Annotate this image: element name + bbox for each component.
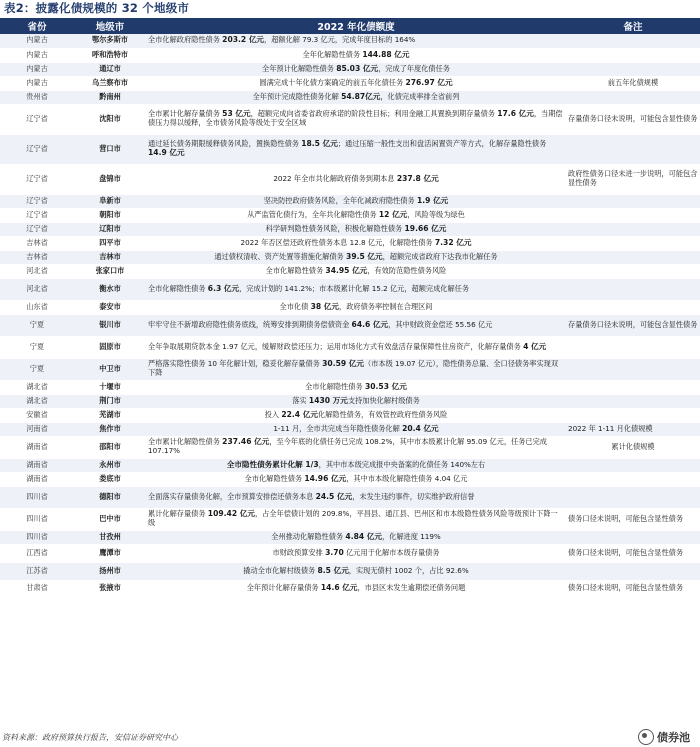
scale-text: 累计化解存量债务 bbox=[148, 509, 208, 519]
scale-text: ，超额完成向省委省政府承诺的阶段性目标；利用金融工具置换到期存量债务 bbox=[250, 109, 498, 119]
watermark bbox=[636, 729, 692, 745]
cell-city: 固原市 bbox=[74, 336, 146, 358]
cell-note bbox=[566, 562, 700, 580]
table-row bbox=[0, 194, 700, 208]
scale-text: 科学研判隐性债务风险，积极化解隐性债务 bbox=[265, 223, 405, 233]
table-row bbox=[0, 358, 700, 380]
debt-amount: 39.5 亿元 bbox=[346, 251, 383, 261]
scale-text: 全市化解隐性债务 bbox=[244, 473, 305, 483]
cell-debt-scale bbox=[146, 164, 566, 194]
cell-province: 内蒙古 bbox=[0, 76, 74, 90]
cell-province: 吉林省 bbox=[0, 250, 74, 264]
cell-city: 通辽市 bbox=[74, 62, 146, 76]
cell-city: 张家口市 bbox=[74, 264, 146, 278]
cell-note bbox=[566, 48, 700, 62]
scale-text: 全市累计化解存量债务 bbox=[148, 109, 223, 119]
cell-debt-scale bbox=[146, 314, 566, 336]
table-row bbox=[0, 314, 700, 336]
table-row bbox=[0, 236, 700, 250]
debt-amount: 全市隐性债务累计化解 1/3 bbox=[226, 459, 319, 469]
debt-amount: 34.95 亿元 bbox=[325, 265, 368, 275]
scale-text: ，化债完成率排全省前列 bbox=[380, 91, 460, 101]
table-row bbox=[0, 164, 700, 194]
cell-province: 宁夏 bbox=[0, 336, 74, 358]
watermark-text: 债券池 bbox=[657, 731, 690, 744]
cell-province: 河南省 bbox=[0, 422, 74, 436]
scale-text: ，超额完成省政府下达我市化解任务 bbox=[382, 251, 498, 261]
table-row bbox=[0, 436, 700, 458]
cell-debt-scale bbox=[146, 580, 566, 596]
cell-province: 内蒙古 bbox=[0, 34, 74, 48]
scale-text: ，完成了年度化债任务 bbox=[378, 63, 450, 73]
cell-note: 存量债务口径未说明，可能包含显性债务 bbox=[566, 104, 700, 134]
cell-debt-scale bbox=[146, 264, 566, 278]
table-row bbox=[0, 90, 700, 104]
scale-text: 全市化解隐性债务 bbox=[148, 283, 208, 293]
scale-text: 落实 bbox=[292, 395, 309, 405]
cell-province: 湖北省 bbox=[0, 394, 74, 408]
header-province: 省份 bbox=[0, 18, 74, 34]
debt-amount: 276.97 亿元 bbox=[405, 77, 453, 87]
cell-debt-scale bbox=[146, 236, 566, 250]
cell-city: 永州市 bbox=[74, 458, 146, 472]
cell-note: 债务口径未说明，可能包含显性债务 bbox=[566, 580, 700, 596]
cell-province: 四川省 bbox=[0, 530, 74, 544]
scale-text: ，超额化解 79.3 亿元，完成年度目标的 164% bbox=[264, 35, 416, 45]
cell-debt-scale bbox=[146, 530, 566, 544]
cell-debt-scale bbox=[146, 134, 566, 164]
cell-note bbox=[566, 194, 700, 208]
cell-debt-scale bbox=[146, 76, 566, 90]
table-row bbox=[0, 508, 700, 530]
scale-text: 全市化解隐性债务 bbox=[305, 381, 365, 391]
cell-city: 甘孜州 bbox=[74, 530, 146, 544]
cell-province: 湖南省 bbox=[0, 436, 74, 458]
debt-amount: 18.5 亿元 bbox=[301, 139, 338, 149]
cell-debt-scale bbox=[146, 380, 566, 394]
cell-city: 阜新市 bbox=[74, 194, 146, 208]
scale-text: 全市化解隐性债务 bbox=[265, 265, 326, 275]
cell-debt-scale bbox=[146, 472, 566, 486]
debt-amount: 203.2 亿元 bbox=[222, 35, 265, 45]
cell-city: 四平市 bbox=[74, 236, 146, 250]
cell-province: 河北省 bbox=[0, 264, 74, 278]
cell-debt-scale bbox=[146, 562, 566, 580]
scale-text: 全市化解政府隐性债务 bbox=[148, 35, 223, 45]
debt-amount: 237.8 亿元 bbox=[396, 173, 439, 183]
table-row bbox=[0, 208, 700, 222]
cell-debt-scale bbox=[146, 486, 566, 508]
cell-note bbox=[566, 458, 700, 472]
cell-city: 盘锦市 bbox=[74, 164, 146, 194]
scale-text: 通过债权清收、资产处置等措施化解债务 bbox=[214, 251, 347, 261]
table-body bbox=[0, 34, 700, 596]
debt-amount: 19.66 亿元 bbox=[404, 223, 447, 233]
debt-amount: 237.46 亿元 bbox=[222, 437, 270, 447]
cell-province: 宁夏 bbox=[0, 358, 74, 380]
debt-amount: 7.32 亿元 bbox=[434, 237, 472, 247]
table-row bbox=[0, 250, 700, 264]
cell-note bbox=[566, 222, 700, 236]
debt-table bbox=[0, 18, 700, 597]
scale-text: ，实现无债村 1002 个，占比 92.6% bbox=[348, 565, 469, 575]
cell-note bbox=[566, 34, 700, 48]
table-row bbox=[0, 472, 700, 486]
debt-amount: 24.5 亿元 bbox=[315, 491, 353, 501]
scale-text: 全年化解隐性债务 bbox=[302, 49, 363, 59]
cell-note bbox=[566, 336, 700, 358]
cell-debt-scale bbox=[146, 422, 566, 436]
scale-text: 1-11 月，全市共完成当年隐性债务化解 bbox=[273, 423, 403, 433]
cell-province: 辽宁省 bbox=[0, 164, 74, 194]
cell-province: 辽宁省 bbox=[0, 208, 74, 222]
table-row bbox=[0, 300, 700, 314]
cell-note bbox=[566, 278, 700, 300]
scale-text: 投入 bbox=[264, 409, 282, 419]
cell-debt-scale bbox=[146, 104, 566, 134]
scale-text: 全年争取展期贷款本金 1.97 亿元，缓解财政偿还压力；运用市场化方式有效盘活存量保障性住房资产，化解存量债务 bbox=[148, 341, 524, 351]
table-row bbox=[0, 76, 700, 90]
scale-text: ，有效防范隐性债务风险 bbox=[367, 265, 447, 275]
scale-text: 支持加快化解村级债务 bbox=[347, 395, 420, 405]
cell-note: 债务口径未说明，可能包含显性债务 bbox=[566, 508, 700, 530]
cell-debt-scale bbox=[146, 278, 566, 300]
cell-city: 张掖市 bbox=[74, 580, 146, 596]
cell-note bbox=[566, 62, 700, 76]
scale-text: 全年预计完成隐性债务化解 bbox=[252, 91, 342, 101]
cell-note bbox=[566, 250, 700, 264]
cell-debt-scale bbox=[146, 544, 566, 562]
cell-note bbox=[566, 530, 700, 544]
cell-province: 甘肃省 bbox=[0, 580, 74, 596]
cell-note: 前五年化债规模 bbox=[566, 76, 700, 90]
cell-city: 巴中市 bbox=[74, 508, 146, 530]
cell-city: 辽阳市 bbox=[74, 222, 146, 236]
table-row bbox=[0, 264, 700, 278]
cell-debt-scale bbox=[146, 408, 566, 422]
cell-province: 湖北省 bbox=[0, 380, 74, 394]
cell-province: 吉林省 bbox=[0, 236, 74, 250]
scale-text: ，占全年偿债计划的 209.8%，平昌县、通江县、巴州区和市本级隐性债务风险等级预计下降一级 bbox=[148, 509, 558, 527]
scale-text: 全州推动化解隐性债务 bbox=[271, 531, 346, 541]
debt-amount: 8.5 亿元 bbox=[317, 565, 349, 575]
cell-city: 扬州市 bbox=[74, 562, 146, 580]
scale-text: 2022 年否区偿还政府性债务本息 12.8 亿元，化解隐性债务 bbox=[240, 237, 435, 247]
cell-note: 累计化债规模 bbox=[566, 436, 700, 458]
scale-text: 亿元用于化解市本级存量债务 bbox=[343, 547, 440, 557]
cell-city: 银川市 bbox=[74, 314, 146, 336]
table-row bbox=[0, 380, 700, 394]
cell-debt-scale bbox=[146, 358, 566, 380]
cell-province: 辽宁省 bbox=[0, 194, 74, 208]
cell-debt-scale bbox=[146, 34, 566, 48]
scale-text: 从严监管化债行为，全年共化解隐性债务 bbox=[247, 209, 379, 219]
debt-amount: 64.6 亿元 bbox=[351, 319, 389, 329]
cell-city: 泰安市 bbox=[74, 300, 146, 314]
cell-city: 黔南州 bbox=[74, 90, 146, 104]
cell-province: 江苏省 bbox=[0, 562, 74, 580]
scale-text: 全市化债 bbox=[279, 301, 311, 311]
debt-amount: 3.70 bbox=[325, 547, 344, 557]
debt-amount: 17.6 亿元 bbox=[497, 109, 534, 119]
cell-province: 辽宁省 bbox=[0, 104, 74, 134]
cell-province: 内蒙古 bbox=[0, 48, 74, 62]
debt-amount: 14.6 亿元 bbox=[320, 582, 358, 592]
table-row bbox=[0, 394, 700, 408]
debt-amount: 14.96 亿元 bbox=[304, 473, 347, 483]
cell-city: 娄底市 bbox=[74, 472, 146, 486]
cell-city: 鄂尔多斯市 bbox=[74, 34, 146, 48]
cell-note bbox=[566, 264, 700, 278]
table-row bbox=[0, 408, 700, 422]
debt-amount: 30.53 亿元 bbox=[364, 381, 407, 391]
cell-note bbox=[566, 486, 700, 508]
scale-text: 圆满完成十年化债方案确定的前五年化债任务 bbox=[259, 77, 406, 87]
scale-text: ，其中市本级完成报中央备案的化债任务 140%左右 bbox=[318, 459, 486, 469]
cell-city: 乌兰察布市 bbox=[74, 76, 146, 90]
scale-text: 通过延长债务期限缓释债务风险，置换隐性债务 bbox=[148, 139, 302, 149]
debt-amount: 38 亿元 bbox=[310, 301, 339, 311]
scale-text: 撬动全市化解村级债务 bbox=[243, 565, 318, 575]
cell-note bbox=[566, 90, 700, 104]
cell-note: 债务口径未说明，可能包含显性债务 bbox=[566, 544, 700, 562]
header-city: 地级市 bbox=[74, 18, 146, 34]
debt-amount: 85.03 亿元 bbox=[336, 63, 379, 73]
scale-text: ，未发生违约事件，切实维护政府信誉 bbox=[352, 491, 475, 501]
debt-amount: 4.84 亿元 bbox=[345, 531, 382, 541]
cell-debt-scale bbox=[146, 250, 566, 264]
cell-city: 德阳市 bbox=[74, 486, 146, 508]
table-row bbox=[0, 278, 700, 300]
cell-province: 四川省 bbox=[0, 508, 74, 530]
cell-note bbox=[566, 236, 700, 250]
table-row bbox=[0, 336, 700, 358]
scale-text: 全市累计化解隐性债务 bbox=[148, 437, 223, 447]
scale-text: 市财政预算安排 bbox=[272, 547, 326, 557]
cell-province: 湖南省 bbox=[0, 458, 74, 472]
cell-debt-scale bbox=[146, 436, 566, 458]
cell-province: 辽宁省 bbox=[0, 134, 74, 164]
debt-amount: 4 亿元 bbox=[523, 341, 547, 351]
debt-amount: 1.9 亿元 bbox=[416, 195, 449, 205]
wechat-icon bbox=[638, 729, 654, 745]
scale-text: ，其中财政资金偿还 55.56 亿元 bbox=[388, 319, 493, 329]
cell-city: 十堰市 bbox=[74, 380, 146, 394]
scale-text: 2022 年全市共化解政府债务到期本息 bbox=[273, 173, 397, 183]
cell-debt-scale bbox=[146, 90, 566, 104]
cell-city: 衡水市 bbox=[74, 278, 146, 300]
cell-debt-scale bbox=[146, 394, 566, 408]
scale-text: ，政府债务率控制在合理区间 bbox=[339, 301, 433, 311]
cell-province: 辽宁省 bbox=[0, 222, 74, 236]
scale-text: ；通过压缩一般性支出和盘活闲置资产等方式，化解存量隐性债务 bbox=[337, 139, 547, 149]
cell-city: 呼和浩特市 bbox=[74, 48, 146, 62]
cell-city: 中卫市 bbox=[74, 358, 146, 380]
debt-amount: 109.42 亿元 bbox=[207, 509, 255, 519]
scale-text: ，市县区未发生逾期偿还债务问题 bbox=[357, 582, 466, 592]
source-note: 资料来源：政府预算执行报告，安信证券研究中心 bbox=[2, 733, 178, 742]
debt-amount: 30.59 亿元 bbox=[322, 359, 364, 369]
cell-city: 鹰潭市 bbox=[74, 544, 146, 562]
cell-debt-scale bbox=[146, 508, 566, 530]
debt-amount: 54.87亿元 bbox=[341, 91, 381, 101]
debt-amount: 20.4 亿元 bbox=[402, 423, 439, 433]
debt-amount: 6.3 亿元 bbox=[207, 283, 240, 293]
cell-province: 江西省 bbox=[0, 544, 74, 562]
table-row bbox=[0, 486, 700, 508]
table-row bbox=[0, 104, 700, 134]
cell-province: 贵州省 bbox=[0, 90, 74, 104]
table-row bbox=[0, 562, 700, 580]
cell-province: 内蒙古 bbox=[0, 62, 74, 76]
cell-note bbox=[566, 208, 700, 222]
cell-debt-scale bbox=[146, 458, 566, 472]
debt-amount: 1430 万元 bbox=[308, 395, 348, 405]
table-row bbox=[0, 134, 700, 164]
cell-city: 荆门市 bbox=[74, 394, 146, 408]
scale-text: 坚决防控政府债务风险，全年化减政府隐性债务 bbox=[263, 195, 417, 205]
scale-text: ，其中市本级化解隐性债务 4.04 亿元 bbox=[346, 473, 468, 483]
scale-text: ，当期偿债压力得以缓释，全市债务风险等级处于安全区域 bbox=[148, 109, 563, 127]
table-row bbox=[0, 530, 700, 544]
header-scale: 2022 年化债额度 bbox=[146, 18, 566, 34]
table-row bbox=[0, 48, 700, 62]
scale-text: ，至今年底的化债任务已完成 108.2%，其中市本级累计化解 95.09 亿元，任务已完成 107.17% bbox=[148, 437, 547, 455]
cell-debt-scale bbox=[146, 208, 566, 222]
table-row bbox=[0, 544, 700, 562]
cell-debt-scale bbox=[146, 222, 566, 236]
cell-note bbox=[566, 358, 700, 380]
cell-note bbox=[566, 408, 700, 422]
debt-amount: 53 亿元 bbox=[222, 109, 251, 119]
cell-note: 政府性债务口径未进一步说明，可能包含显性债务 bbox=[566, 164, 700, 194]
scale-text: 全年预计化解存量债务 bbox=[246, 582, 321, 592]
cell-note bbox=[566, 380, 700, 394]
cell-city: 芜湖市 bbox=[74, 408, 146, 422]
scale-text: 牢牢守住不新增政府隐性债务底线，统筹安排到期债务偿债资金 bbox=[148, 319, 352, 329]
scale-text: （市本级 19.07 亿元），隐性债务总量、全口径债务率实现双下降 bbox=[148, 359, 559, 377]
cell-city: 朝阳市 bbox=[74, 208, 146, 222]
table-row bbox=[0, 422, 700, 436]
scale-text: 全年预计化解隐性债务 bbox=[262, 63, 337, 73]
cell-debt-scale bbox=[146, 48, 566, 62]
table-title: 表2：披露化债规模的 32 个地级市 bbox=[4, 1, 190, 15]
table-header-row bbox=[0, 18, 700, 34]
cell-city: 营口市 bbox=[74, 134, 146, 164]
header-note: 备注 bbox=[566, 18, 700, 34]
table-row bbox=[0, 62, 700, 76]
table-row bbox=[0, 458, 700, 472]
cell-debt-scale bbox=[146, 300, 566, 314]
scale-text: 全面落实存量债务化解，全市预算安排偿还债务本息 bbox=[148, 491, 316, 501]
cell-city: 沈阳市 bbox=[74, 104, 146, 134]
cell-province: 四川省 bbox=[0, 486, 74, 508]
scale-text: 严格落实隐性债务 10 年化解计划，稳妥化解存量债务 bbox=[148, 359, 323, 369]
cell-debt-scale bbox=[146, 194, 566, 208]
cell-note bbox=[566, 472, 700, 486]
cell-note bbox=[566, 134, 700, 164]
scale-text: 化解隐性债务，有效管控政府性债务风险 bbox=[317, 409, 448, 419]
cell-note: 2022 年 1-11 月化债规模 bbox=[566, 422, 700, 436]
debt-amount: 12 亿元 bbox=[378, 209, 408, 219]
table-row bbox=[0, 580, 700, 596]
cell-note bbox=[566, 300, 700, 314]
cell-province: 安徽省 bbox=[0, 408, 74, 422]
cell-city: 吉林市 bbox=[74, 250, 146, 264]
scale-text: ，完成计划的 141.2%；市本级累计化解 15.2 亿元，超额完成化解任务 bbox=[239, 283, 470, 293]
table-row bbox=[0, 222, 700, 236]
cell-province: 湖南省 bbox=[0, 472, 74, 486]
scale-text: ，风险等级为绿色 bbox=[407, 209, 465, 219]
cell-province: 宁夏 bbox=[0, 314, 74, 336]
cell-province: 山东省 bbox=[0, 300, 74, 314]
debt-amount: 14.9 亿元 bbox=[148, 148, 185, 157]
table-row bbox=[0, 34, 700, 48]
cell-city: 邵阳市 bbox=[74, 436, 146, 458]
cell-debt-scale bbox=[146, 62, 566, 76]
cell-note: 存量债务口径未说明，可能包含显性债务 bbox=[566, 314, 700, 336]
cell-debt-scale bbox=[146, 336, 566, 358]
debt-amount: 22.4 亿元 bbox=[281, 409, 318, 419]
cell-province: 河北省 bbox=[0, 278, 74, 300]
debt-amount: 144.88 亿元 bbox=[362, 49, 410, 59]
cell-note bbox=[566, 394, 700, 408]
scale-text: ，化解进度 119% bbox=[381, 531, 441, 541]
cell-city: 焦作市 bbox=[74, 422, 146, 436]
